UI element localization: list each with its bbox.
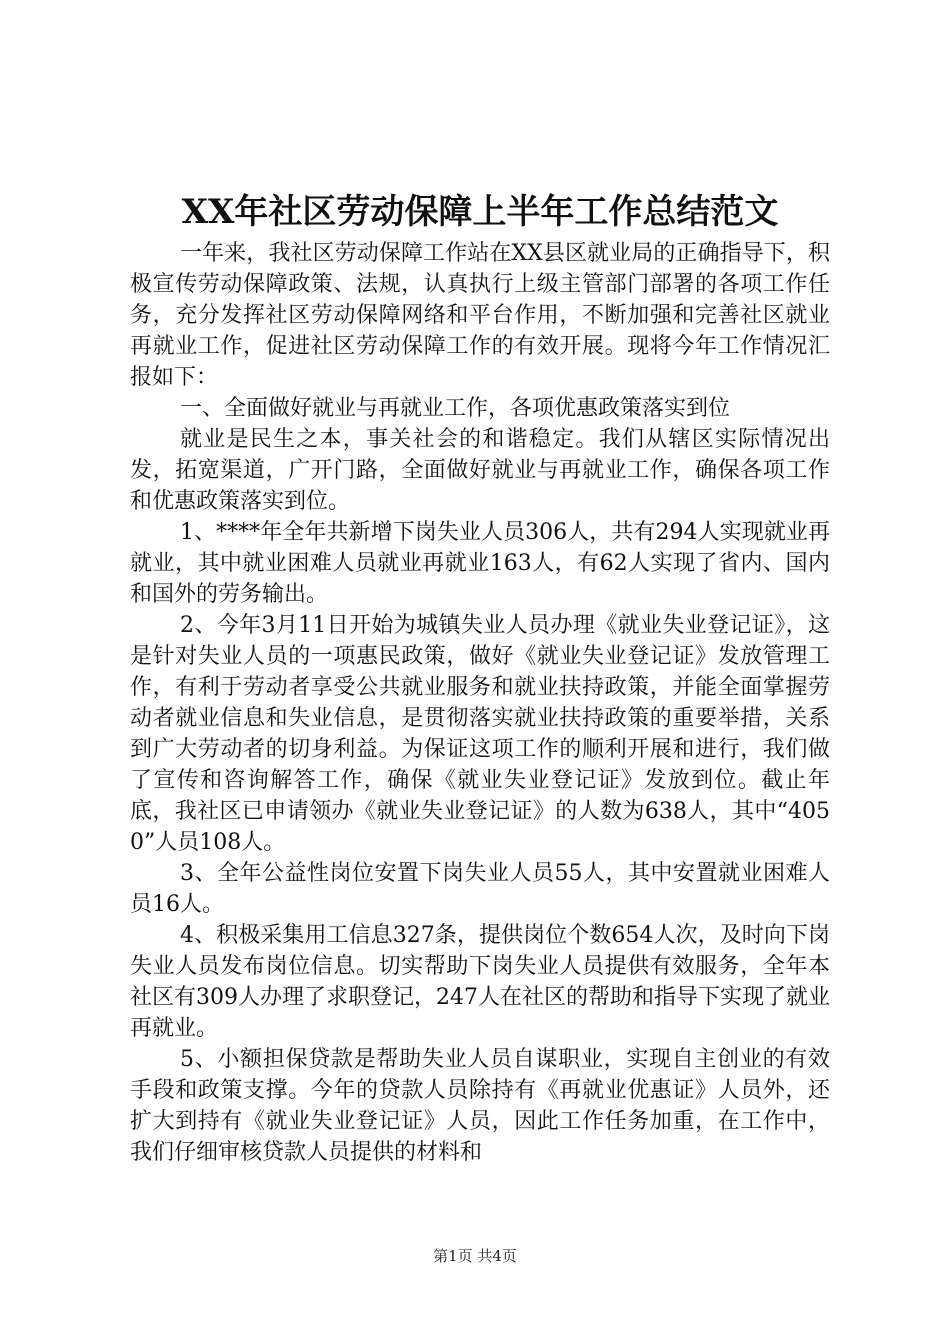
section-heading-1: 一、全面做好就业与再就业工作，各项优惠政策落实到位	[180, 396, 731, 421]
page-footer: 第1页 共4页	[433, 1247, 517, 1265]
paragraph-item-5: 5、小额担保贷款是帮助失业人员自谋职业，实现自主创业的有效手段和政策支撑。今年的贷款人员除持有《再就业优惠证》人员外，还扩大到持有《就业失业登记证》人员，因此工作任务加重，在工作中，我们仔细审核贷款人员提供的材料和	[130, 1047, 830, 1165]
paragraph-item-2: 2、今年3月11日开始为城镇失业人员办理《就业失业登记证》，这是针对失业人员的一项惠民政策，做好《就业失业登记证》发放管理工作，有利于劳动者享受公共就业服务和就业扶持政策，并能全面掌握劳动者就业信息和失业信息，是贯彻落实就业扶持政策的重要举措，关系到广大劳动者的切身利益。为保证这项工作的顺利开展和进行，我们做了宣传和咨询解答工作，确保《就业失业登记证》发放到位。截止年底，我社区已申请领办《就业失业登记证》的人数为638人，其中“4050”人员108人。	[130, 613, 830, 855]
document-body	[130, 190, 830, 1168]
paragraph-item-3: 3、全年公益性岗位安置下岗失业人员55人，其中安置就业困难人员16人。	[130, 861, 830, 917]
paragraph-item-1: 1、****年全年共新增下岗失业人员306人，共有294人实现就业再就业，其中就业困难人员就业再就业163人，有62人实现了省内、国内和国外的劳务输出。	[130, 520, 830, 607]
paragraph-item-4: 4、积极采集用工信息327条，提供岗位个数654人次，及时向下岗失业人员发布岗位信息。切实帮助下岗失业人员提供有效服务，全年本社区有309人办理了求职登记，247人在社区的帮助和指导下实现了就业再就业。	[130, 923, 830, 1041]
document-title: XX年社区劳动保障上半年工作总结范文	[181, 192, 779, 232]
paragraph-section-1-intro: 就业是民生之本，事关社会的和谐稳定。我们从辖区实际情况出发，拓宽渠道，广开门路，全面做好就业与再就业工作，确保各项工作和优惠政策落实到位。	[130, 427, 830, 514]
paragraph-intro: 一年来，我社区劳动保障工作站在XX县区就业局的正确指导下，积极宣传劳动保障政策、法规，认真执行上级主管部门部署的各项工作任务，充分发挥社区劳动保障网络和平台作用，不断加强和完善社区就业再就业工作，促进社区劳动保障工作的有效开展。现将今年工作情况汇报如下：	[130, 241, 830, 390]
